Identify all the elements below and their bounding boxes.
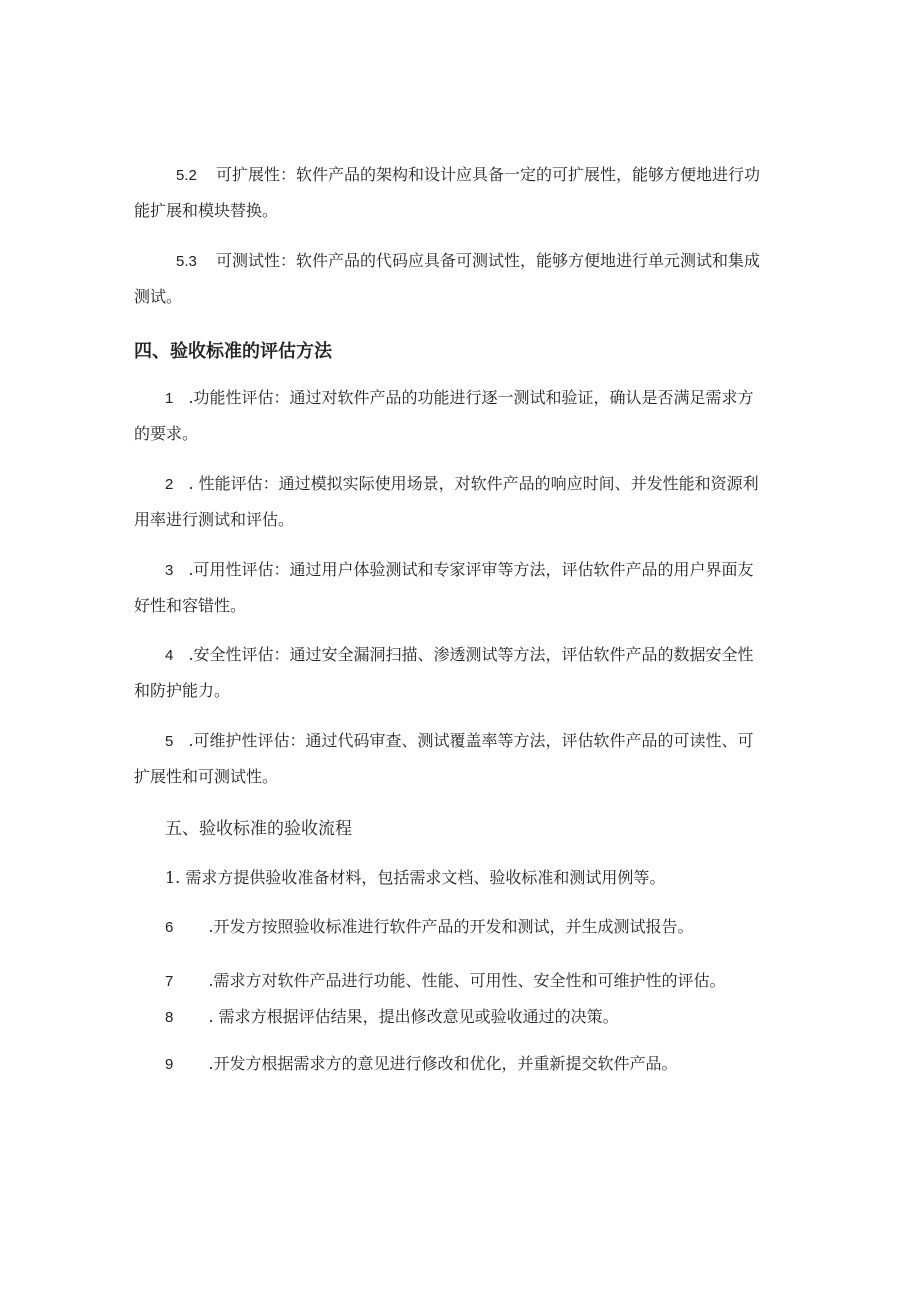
- eval-item-4-line1: [165, 645, 754, 666]
- paragraph-text: . 性能评估：通过模拟实际使用场景，对软件产品的响应时间、并发性能和资源利: [188, 474, 759, 493]
- paragraph-5-3-line2: 测试。: [134, 287, 183, 306]
- flow-item-6: [165, 917, 694, 938]
- paragraph-5-3-line1: [176, 251, 760, 272]
- paragraph-5-2-line2: 能扩展和模块替换。: [134, 201, 279, 220]
- eval-item-2-line2: 用率进行测试和评估。: [134, 510, 295, 529]
- item-number: 5.2: [176, 167, 197, 184]
- eval-item-1-line1: [165, 388, 754, 409]
- paragraph-text: .可维护性评估：通过代码审查、测试覆盖率等方法，评估软件产品的可读性、可: [188, 731, 754, 750]
- paragraph-text: .需求方对软件产品进行功能、性能、可用性、安全性和可维护性的评估。: [208, 971, 726, 990]
- item-number: 3: [165, 562, 174, 579]
- flow-item-8: [165, 1007, 619, 1028]
- paragraph-text: .安全性评估：通过安全漏洞扫描、渗透测试等方法，评估软件产品的数据安全性: [188, 645, 754, 664]
- item-number: 6: [165, 919, 174, 936]
- paragraph-text: 可扩展性：软件产品的架构和设计应具备一定的可扩展性，能够方便地进行功: [215, 165, 760, 184]
- paragraph-text: . 需求方根据评估结果，提出修改意见或验收通过的决策。: [208, 1007, 619, 1026]
- flow-item-7: [165, 971, 726, 992]
- paragraph-text: 可测试性：软件产品的代码应具备可测试性，能够方便地进行单元测试和集成: [215, 251, 760, 270]
- paragraph-5-2-line1: [176, 165, 760, 186]
- flow-item-1: 1. 需求方提供验收准备材料，包括需求文档、验收标准和测试用例等。: [165, 868, 666, 887]
- item-number: 4: [165, 647, 174, 664]
- section-heading-5: 五、验收标准的验收流程: [165, 819, 352, 839]
- eval-item-1-line2: 的要求。: [134, 424, 199, 443]
- eval-item-5-line2: 扩展性和可测试性。: [134, 767, 279, 786]
- flow-item-9: [165, 1054, 678, 1075]
- eval-item-4-line2: 和防护能力。: [134, 681, 231, 700]
- item-number: 8: [165, 1009, 174, 1026]
- paragraph-text: .开发方按照验收标准进行软件产品的开发和测试，并生成测试报告。: [208, 917, 694, 936]
- item-number: 5: [165, 733, 174, 750]
- eval-item-2-line1: [165, 474, 759, 495]
- item-number: 2: [165, 476, 174, 493]
- item-number: 7: [165, 973, 174, 990]
- item-number: 9: [165, 1056, 174, 1073]
- item-number: 1: [165, 390, 174, 407]
- eval-item-3-line1: [165, 560, 754, 581]
- item-number: 5.3: [176, 253, 197, 270]
- paragraph-text: .功能性评估：通过对软件产品的功能进行逐一测试和验证，确认是否满足需求方: [188, 388, 754, 407]
- eval-item-5-line1: [165, 731, 754, 752]
- paragraph-text: .可用性评估：通过用户体验测试和专家评审等方法，评估软件产品的用户界面友: [188, 560, 754, 579]
- eval-item-3-line2: 好性和容错性。: [134, 596, 247, 615]
- section-heading-4: 四、验收标准的评估方法: [134, 341, 332, 362]
- paragraph-text: .开发方根据需求方的意见进行修改和优化，并重新提交软件产品。: [208, 1054, 678, 1073]
